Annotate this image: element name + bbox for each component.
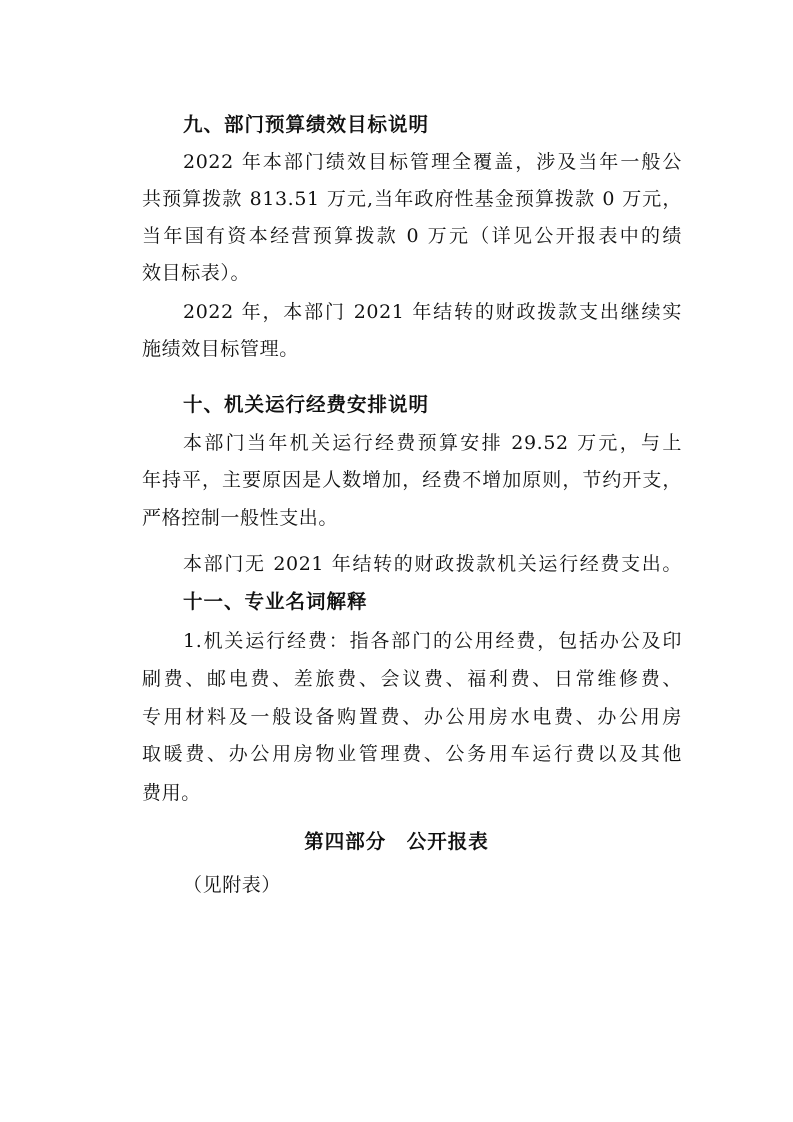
section-11-heading: 十一、专业名词解释 (183, 590, 368, 613)
section-10-p1-line-2: 年持平，主要原因是人数增加，经费不增加原则，节约开支， (142, 469, 682, 491)
section-10-p2-line-1: 本部门无 2021 年结转的财政拨款机关运行经费支出。 (183, 553, 682, 575)
part-4-note: （见附表） (183, 874, 282, 896)
part-4-title: 第四部分 公开报表 (304, 830, 489, 853)
section-11-p1-line-2: 刷费、邮电费、差旅费、会议费、福利费、日常维修费、 (142, 668, 682, 690)
section-10-p1-line-1: 本部门当年机关运行经费预算安排 29.52 万元，与上 (183, 432, 682, 454)
section-11-p1-line-3: 专用材料及一般设备购置费、办公用房水电费、办公用房 (142, 706, 682, 728)
section-9-p1-line-4: 效目标表）。 (142, 262, 251, 284)
section-9-p1-line-1: 2022 年本部门绩效目标管理全覆盖，涉及当年一般公 (183, 151, 682, 173)
section-10-heading: 十、机关运行经费安排说明 (183, 393, 430, 416)
section-10-p1-line-3: 严格控制一般性支出。 (142, 507, 339, 529)
section-11-p1-line-1: 1.机关运行经费：指各部门的公用经费，包括办公及印 (183, 630, 682, 652)
section-9-p1-line-3: 当年国有资本经营预算拨款 0 万元（详见公开报表中的绩 (142, 225, 682, 247)
section-9-p1-line-2: 共预算拨款 813.51 万元,当年政府性基金预算拨款 0 万元， (142, 188, 682, 210)
section-11-p1-line-4: 取暖费、办公用房物业管理费、公务用车运行费以及其他 (142, 743, 682, 765)
section-9-p2-line-2: 施绩效目标管理。 (142, 338, 299, 360)
section-9-heading: 九、部门预算绩效目标说明 (183, 113, 430, 136)
section-11-p1-line-5: 费用。 (142, 782, 201, 804)
section-9-p2-line-1: 2022 年，本部门 2021 年结转的财政拨款支出继续实 (183, 301, 682, 323)
